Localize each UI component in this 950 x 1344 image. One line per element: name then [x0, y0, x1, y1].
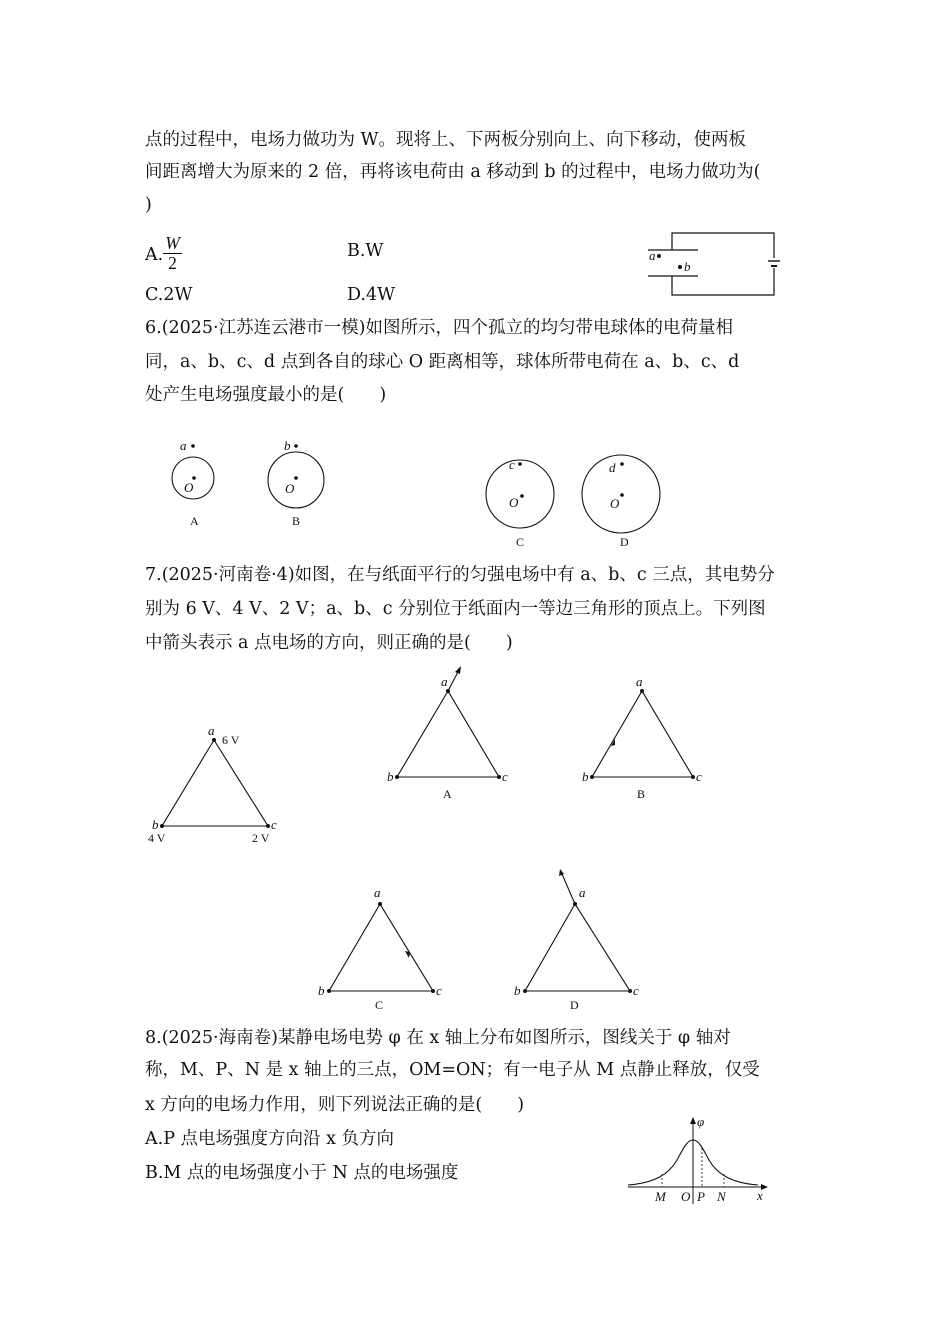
q7-line-2: 别为 6 V、4 V、2 V；a、b、c 分别位于纸面内一等边三角形的顶点上。下列图 [145, 599, 766, 619]
q5-fig-label-b: b [684, 259, 691, 274]
sphere-a-point-label: a [180, 438, 187, 453]
svg-text:c: c [502, 769, 508, 784]
sphere-c-center-label: O [509, 495, 519, 510]
q6-line-1: 6.(2025·江苏连云港市一模)如图所示，四个孤立的均匀带电球体的电荷量相 [145, 318, 733, 338]
sphere-d [582, 455, 660, 549]
svg-text:c: c [633, 983, 639, 998]
sphere-c [486, 457, 554, 549]
sphere-b-point-label: b [284, 438, 291, 453]
q8-option-a: A.P 点电场强度方向沿 x 负方向 [145, 1129, 395, 1149]
q5-capacitor-circuit-figure [640, 228, 790, 300]
q5-option-c: C.2W [145, 285, 193, 305]
q5-fig-label-a: a [649, 248, 656, 263]
q5-option-a-denominator: 2 [168, 253, 177, 273]
svg-text:b: b [318, 983, 325, 998]
q8-graph-m-label: M [655, 1189, 666, 1204]
q7-option-a-caption: A [443, 787, 452, 801]
q7-option-d-caption: D [570, 998, 579, 1012]
q7-main-potential-c: 2 V [252, 831, 270, 845]
q5-option-b: B.W [347, 241, 384, 261]
svg-text:b: b [387, 769, 394, 784]
q8-option-b: B.M 点的电场强度小于 N 点的电场强度 [145, 1163, 459, 1183]
sphere-c-point-label: c [509, 457, 515, 472]
q7-option-c-figure [312, 870, 462, 1015]
q5-option-d: D.4W [347, 285, 396, 305]
sphere-a [172, 438, 214, 528]
sphere-a-center-label: O [184, 480, 194, 495]
sphere-a-caption: A [190, 514, 199, 528]
svg-text:a: a [374, 885, 381, 900]
q8-graph-o-label: O [681, 1189, 691, 1204]
q8-line-3: x 方向的电场力作用，则下列说法正确的是( ) [145, 1095, 525, 1115]
q8-graph-n-label: N [717, 1189, 726, 1204]
q6-spheres-figure [160, 430, 680, 555]
q7-line-3: 中箭头表示 a 点电场的方向，则正确的是( ) [145, 633, 513, 653]
q7-option-b-caption: B [637, 787, 646, 801]
q5-option-a [145, 233, 182, 275]
q6-line-2: 同，a、b、c、d 点到各自的球心 O 距离相等，球体所带电荷在 a、b、c、d [145, 352, 740, 372]
q7-option-d-figure [507, 862, 657, 1017]
sphere-d-point-label: d [609, 460, 616, 475]
q8-graph-p-label: P [697, 1189, 705, 1204]
q8-graph-x-label: x [757, 1188, 763, 1203]
svg-text:c: c [436, 983, 442, 998]
q8-line-2: 称，M、P、N 是 x 轴上的三点，OM=ON；有一电子从 M 点静止释放，仅受 [145, 1060, 760, 1080]
q7-option-a-figure [380, 662, 520, 807]
sphere-c-caption: C [516, 535, 525, 549]
svg-text:b: b [582, 769, 589, 784]
q7-main-label-b: b [152, 817, 159, 832]
q8-potential-graph [625, 1112, 775, 1207]
q7-main-label-c: c [271, 817, 277, 832]
q7-main-label-a: a [208, 723, 215, 738]
sphere-b-caption: B [292, 514, 301, 528]
svg-text:c: c [696, 769, 702, 784]
q5-option-a-fraction [163, 234, 182, 273]
svg-text:a: a [579, 885, 586, 900]
sphere-d-caption: D [620, 535, 629, 549]
q7-option-b-figure [575, 662, 715, 807]
svg-text:b: b [514, 983, 521, 998]
sphere-b-center-label: O [285, 481, 295, 496]
q7-main-potential-a: 6 V [222, 733, 240, 747]
sphere-d-center-label: O [610, 496, 620, 511]
svg-text:a: a [441, 674, 448, 689]
q8-line-1: 8.(2025·海南卷)某静电场电势 φ 在 x 轴上分布如图所示，图线关于 φ 轴对 [145, 1028, 731, 1048]
q5-line-2: 间距离增大为原来的 2 倍，再将该电荷由 a 移动到 b 的过程中，电场力做功为( [145, 162, 761, 182]
q5-option-a-numerator: W [165, 233, 180, 253]
q7-line-1: 7.(2025·河南卷·4)如图，在与纸面平行的匀强电场中有 a、b、c 三点，其电势分 [145, 565, 775, 585]
q5-line-1: 点的过程中，电场力做功为 W。现将上、下两板分别向上、向下移动，使两板 [145, 130, 747, 150]
q7-main-potential-b: 4 V [148, 831, 166, 845]
q5-line-3: ) [145, 195, 152, 215]
q7-main-triangle-figure [140, 720, 290, 850]
sphere-b [268, 438, 324, 528]
q8-graph-phi-label: φ [697, 1114, 705, 1129]
svg-text:a: a [636, 674, 643, 689]
q6-line-3: 处产生电场强度最小的是( ) [145, 385, 387, 405]
q5-option-a-prefix: A. [145, 245, 164, 265]
q7-option-c-caption: C [375, 998, 384, 1012]
